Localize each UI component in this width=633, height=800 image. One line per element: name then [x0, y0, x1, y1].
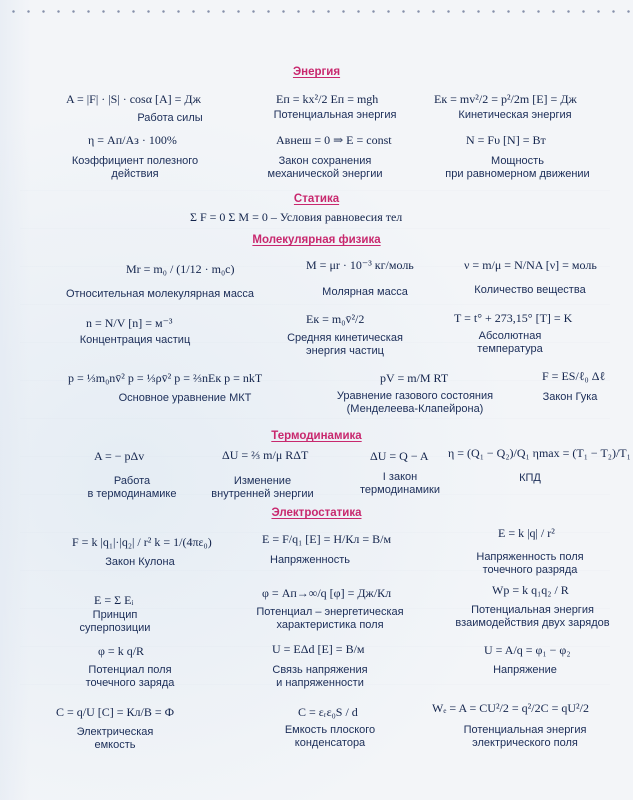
- kpd-caption: КПД: [519, 472, 541, 484]
- section-title-statics: Статика: [293, 193, 340, 205]
- work-caption: Работа силы: [137, 112, 203, 124]
- equilibrium-formula: Σ F = 0 Σ M = 0 – Условия равновесия тел: [190, 210, 403, 224]
- avg-kinetic-formula: Eк = m₀v̄²/2: [306, 312, 365, 326]
- gas-state-caption: Уравнение газового состояния (Менделеева-Клапейрона): [336, 390, 494, 415]
- mkt-caption: Основное уравнение МКТ: [118, 392, 252, 404]
- thermo-work-formula: A = − pΔv: [94, 449, 145, 463]
- point-intensity-caption: Напряженность поля точечного разряда: [476, 551, 584, 576]
- thermo-work-caption: Работа в термодинамике: [87, 475, 177, 500]
- hooke-caption: Закон Гука: [542, 391, 598, 403]
- internal-energy-formula: ΔU = ⅔ m/μ RΔT: [222, 448, 309, 462]
- coulomb-formula: F = k |q₁|·|q₂| / r² k = 1/(4πε₀): [72, 535, 212, 549]
- coulomb-caption: Закон Кулона: [105, 556, 175, 568]
- first-law-caption: I закон термодинамики: [359, 471, 440, 496]
- power-formula: N = Fυ [N] = Вт: [466, 133, 546, 147]
- superposition-formula: E = Σ Eᵢ: [94, 593, 134, 607]
- kinetic-energy-formula: Eк = mv²/2 = p²/2m [E] = Дж: [434, 92, 577, 106]
- concentration-caption: Концентрация частиц: [79, 334, 191, 346]
- abs-temperature-caption: Абсолютная температура: [477, 330, 543, 355]
- voltage-formula: U = A/q = φ₁ − φ₂: [484, 643, 571, 657]
- potential-energy-formula: Eп = kx²/2 Eп = mgh: [276, 92, 379, 106]
- section-title-energy: Энергия: [292, 66, 341, 78]
- voltage-caption: Напряжение: [493, 664, 557, 676]
- field-energy-formula: Wₑ = A = CU²/2 = q²/2C = qU²/2: [432, 701, 589, 715]
- molar-mass-formula: M = μr · 10⁻³ кг/моль: [306, 258, 414, 272]
- field-energy-caption: Потенциальная энергия электрического поля: [463, 724, 587, 749]
- efficiency-caption: Коэффициент полезного действия: [71, 155, 199, 180]
- avg-kinetic-caption: Средняя кинетическая энергия частиц: [287, 332, 403, 357]
- capacitance-formula: C = q/U [C] = Кл/В = Ф: [56, 705, 175, 719]
- kinetic-energy-caption: Кинетическая энергия: [458, 109, 572, 121]
- point-potential-formula: φ = k q/R: [98, 644, 145, 658]
- potential-caption: Потенциал – энергетическая характеристика поля: [256, 606, 404, 631]
- relation-formula: U = EΔd [E] = В/м: [272, 642, 365, 656]
- mkt-formula: p = ⅓m₀nv̄² p = ⅓ρv̄² p = ⅔nEк p = nkT: [68, 371, 263, 385]
- conservation-formula: Aвнеш = 0 ⇒ E = const: [276, 133, 392, 147]
- intensity-caption: Напряженность: [270, 554, 350, 566]
- kpd-formula: η = (Q₁ − Q₂)/Q₁ ηmax = (T₁ − T₂)/T₁: [448, 446, 631, 460]
- hooke-formula: F = ES/ℓ₀ Δℓ: [542, 369, 606, 383]
- intensity-formula: E = F/q₁ [E] = Н/Кл = В/м: [262, 532, 392, 546]
- relation-caption: Связь напряжения и напряженности: [272, 664, 368, 689]
- interaction-energy-formula: Wp = k q₁q₂ / R: [492, 583, 569, 597]
- gas-state-formula: pV = m/M RT: [380, 371, 449, 385]
- efficiency-formula: η = Aп/Aз · 100%: [88, 133, 177, 147]
- abs-temperature-formula: T = t° + 273,15° [T] = K: [454, 311, 573, 325]
- potential-energy-caption: Потенциальная энергия: [273, 109, 397, 121]
- concentration-formula: n = N/V [n] = м⁻³: [86, 316, 173, 330]
- relative-mass-formula: Mr = m₀ / (1/12 · m₀c): [126, 262, 235, 276]
- plate-capacitor-caption: Емкость плоского конденсатора: [284, 724, 376, 749]
- power-caption: Мощность при равномерном движении: [445, 155, 590, 180]
- plate-capacitor-formula: C = εᵣε₀S / d: [298, 705, 358, 719]
- section-title-thermo: Термодинамика: [271, 430, 362, 442]
- work-formula: A = |F| · |S| · cosα [A] = Дж: [66, 92, 201, 106]
- internal-energy-caption: Изменение внутренней энергии: [211, 475, 314, 500]
- section-title-molecular: Молекулярная физика: [252, 234, 381, 246]
- section-title-electro: Электростатика: [271, 507, 362, 519]
- capacitance-caption: Электрическая емкость: [76, 726, 154, 751]
- conservation-caption: Закон сохранения механической энергии: [267, 155, 383, 180]
- relative-mass-caption: Относительная молекулярная масса: [65, 288, 255, 300]
- dot-pattern-band: [0, 0, 633, 22]
- point-intensity-formula: E = k |q| / r²: [498, 526, 555, 540]
- interaction-energy-caption: Потенциальная энергия взаимодействия двух зарядов: [455, 604, 610, 629]
- superposition-caption: Принцип суперпозиции: [79, 609, 151, 634]
- potential-formula: φ = Aп→∞/q [φ] = Дж/Кл: [262, 586, 392, 600]
- first-law-formula: ΔU = Q − A: [370, 449, 429, 463]
- amount-caption: Количество вещества: [474, 284, 586, 296]
- point-potential-caption: Потенциал поля точечного заряда: [85, 664, 175, 689]
- molar-mass-caption: Молярная масса: [322, 286, 408, 298]
- amount-formula: ν = m/μ = N/NA [ν] = моль: [464, 258, 597, 272]
